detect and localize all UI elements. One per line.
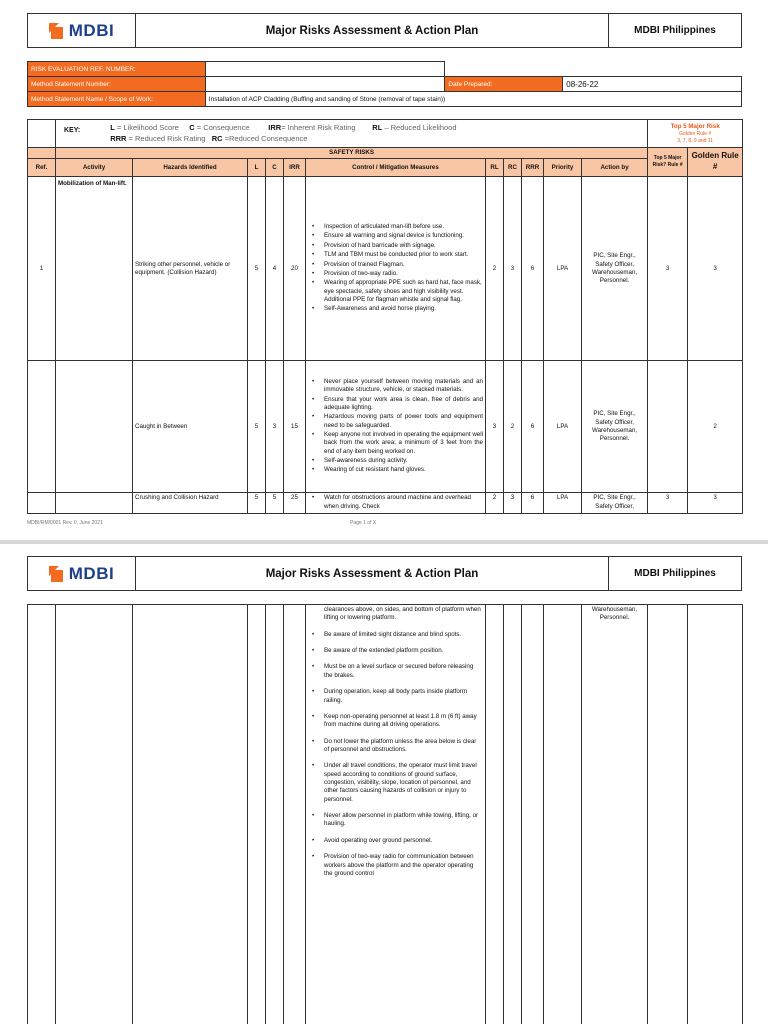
document-header <box>27 556 742 591</box>
control-list: • Never place yourself between moving materials and an immovable structure, vehicle, or stacked materials. • Ensure that your work area is clean, free of debris and adequate lighting. • Hazardous moving parts of power tools and equipment need to be safeguarded. • Keep anyone not involved in operating the equipment well back from the work area; a minimum of 3 feet from the end of any item being worked on. • Self-awareness during activity. • Wearing of cut resistant hand gloves. <box>308 378 483 475</box>
ms-name-label: Method Statement Name / Scope of Work: <box>28 92 206 107</box>
logo-text: MDBI <box>68 563 115 583</box>
logo-text: MDBI <box>68 20 115 40</box>
document-title: Major Risks Assessment & Action Plan <box>136 14 609 47</box>
col-hazards: Hazards Identified <box>133 159 248 177</box>
table-row: Crushing and Collision Hazard 5 5 25 • Watch for obstructions around machine and overhead when driving. Check 2 3 6 LPA PIC, Site Engr., Safety Officer, 3 3 <box>28 493 743 514</box>
ms-number-label: Method Statement Number: <box>28 77 206 92</box>
continued-action: Warehouseman, Personnel. <box>582 605 648 1024</box>
document-header <box>27 13 742 48</box>
col-rl: RL <box>486 159 504 177</box>
col-ref: Ref. <box>28 159 56 177</box>
safety-risks-heading: SAFETY RISKS <box>56 148 648 159</box>
col-irr: IRR <box>284 159 306 177</box>
col-action: Action by <box>582 159 648 177</box>
golden-rule-header: Golden Rule # <box>688 148 743 177</box>
company-logo <box>28 557 136 590</box>
table-row: 1 Mobilization of Man-lift. Striking other personnel, vehicle or equipment. (Collision Hazard) 5 4 20 • Inspection of articulated man-lift before use. • Ensure all warning and signal device is functioning. • Provision of hard barricade with signage. • TLM and TBM must be conducted prior to work start. • Provision of trained Flagman. • Provision of two-way radio. • Wearing of appropriate PPE such as hard hat, face mask, eye spectacle, safety shoes and high visibility vest. Additional PPE for flagman whistle and signal flag. • Self-Awareness and avoid horse playing. 2 3 6 LPA PIC, Site Engr., Safety Officer, Warehouseman, Personnel. 3 3 <box>28 177 743 361</box>
info-table <box>27 61 742 107</box>
continued-control: clearances above, on sides, and bottom of platform when lifting or lowering platform. <box>324 606 481 622</box>
risk-ref-label: RISK EVALUATION REF. NUMBER: <box>28 62 206 77</box>
footer-page-number: Page 1 of X <box>350 520 377 526</box>
company-name: MDBI Philippines <box>634 568 716 579</box>
col-l: L <box>248 159 266 177</box>
footer-doc-ref: MDBI/RM/0001 Rev. 0, June 2021 <box>27 520 103 526</box>
page-2 <box>0 544 768 1024</box>
key-row <box>28 120 743 148</box>
column-headers <box>28 159 743 177</box>
key-label: KEY: <box>64 127 81 135</box>
key-legend: KEY: L = Likelihood Score C = Consequence IRR= Inherent Risk Rating RL – Reduced Likelihood RRR = Reduced Risk Rating RC =Reduced Consequence <box>56 120 648 148</box>
col-priority: Priority <box>544 159 582 177</box>
table-row <box>28 605 743 1024</box>
risk-ref-value <box>205 62 445 77</box>
logo-mark-icon <box>49 566 65 582</box>
company-logo <box>28 14 136 47</box>
ms-number-value <box>205 77 445 92</box>
date-label: Date Prepared: <box>445 77 563 92</box>
safety-risks-row <box>28 148 743 159</box>
company-name: MDBI Philippines <box>634 25 716 36</box>
col-activity: Activity <box>56 159 133 177</box>
col-rrr: RRR <box>522 159 544 177</box>
col-c: C <box>266 159 284 177</box>
col-control: Control / Mitigation Measures <box>306 159 486 177</box>
top5-legend: Top 5 Major Risk Golden Rule # 3, 7, 8, 9 and 11 <box>648 120 743 148</box>
document-title: Major Risks Assessment & Action Plan <box>136 557 609 590</box>
logo-mark-icon <box>49 23 65 39</box>
risk-table <box>27 119 743 514</box>
top5-column-header: Top 5 Major Risk? Rule # <box>648 148 688 177</box>
col-rc: RC <box>504 159 522 177</box>
control-list: • Be aware of limited sight distance and blind spots. • Be aware of the extended platform position. • Must be on a level surface or secured before releasing the brakes. • During operation, keep all body parts inside platform railing. • Keep non-operating personnel at least 1.8 m (6 ft) away from machine during all driving operations. • Do not lower the platform unless the area below is clear of personnel and obstructions. • Under all travel conditions, the operator must limit travel speed according to conditions of ground surface, congestion, visibility, slope, location of personnel, and other factors causing hazards of collision or injury to personnel. • Never allow personnel in platform while towing, lifting, or hauling. • Avoid operating over ground personnel. • Provision of two-way radio for communication between workers above the platform and the operator operating the ground control <box>308 631 483 879</box>
risk-table-continued <box>27 604 743 1024</box>
table-row: Caught in Between 5 3 15 • Never place yourself between moving materials and an immovable structure, vehicle, or stacked materials. • Ensure that your work area is clean, free of debris and adequate lighting. • Hazardous moving parts of power tools and equipment need to be safeguarded. • Keep anyone not involved in operating the equipment well back from the work area; a minimum of 3 feet from the end of any item being worked on. • Self-awareness during activity. • Wearing of cut resistant hand gloves. 3 2 6 LPA PIC, Site Engr., Safety Officer, Warehouseman, Personnel. 2 <box>28 361 743 493</box>
control-list: • Inspection of articulated man-lift before use. • Ensure all warning and signal device is functioning. • Provision of hard barricade with signage. • TLM and TBM must be conducted prior to work start. • Provision of trained Flagman. • Provision of two-way radio. • Wearing of appropriate PPE such as hard hat, face mask, eye spectacle, safety shoes and high visibility vest. Additional PPE for flagman whistle and signal flag. • Self-Awareness and avoid horse playing. <box>308 223 483 314</box>
ms-name-value: Installation of ACP Cladding (Buffing and sanding of Stone (removal of tape stain)) <box>205 92 741 107</box>
date-value: 08-26-22 <box>563 77 742 92</box>
control-list: • Watch for obstructions around machine and overhead when driving. Check <box>308 494 483 511</box>
